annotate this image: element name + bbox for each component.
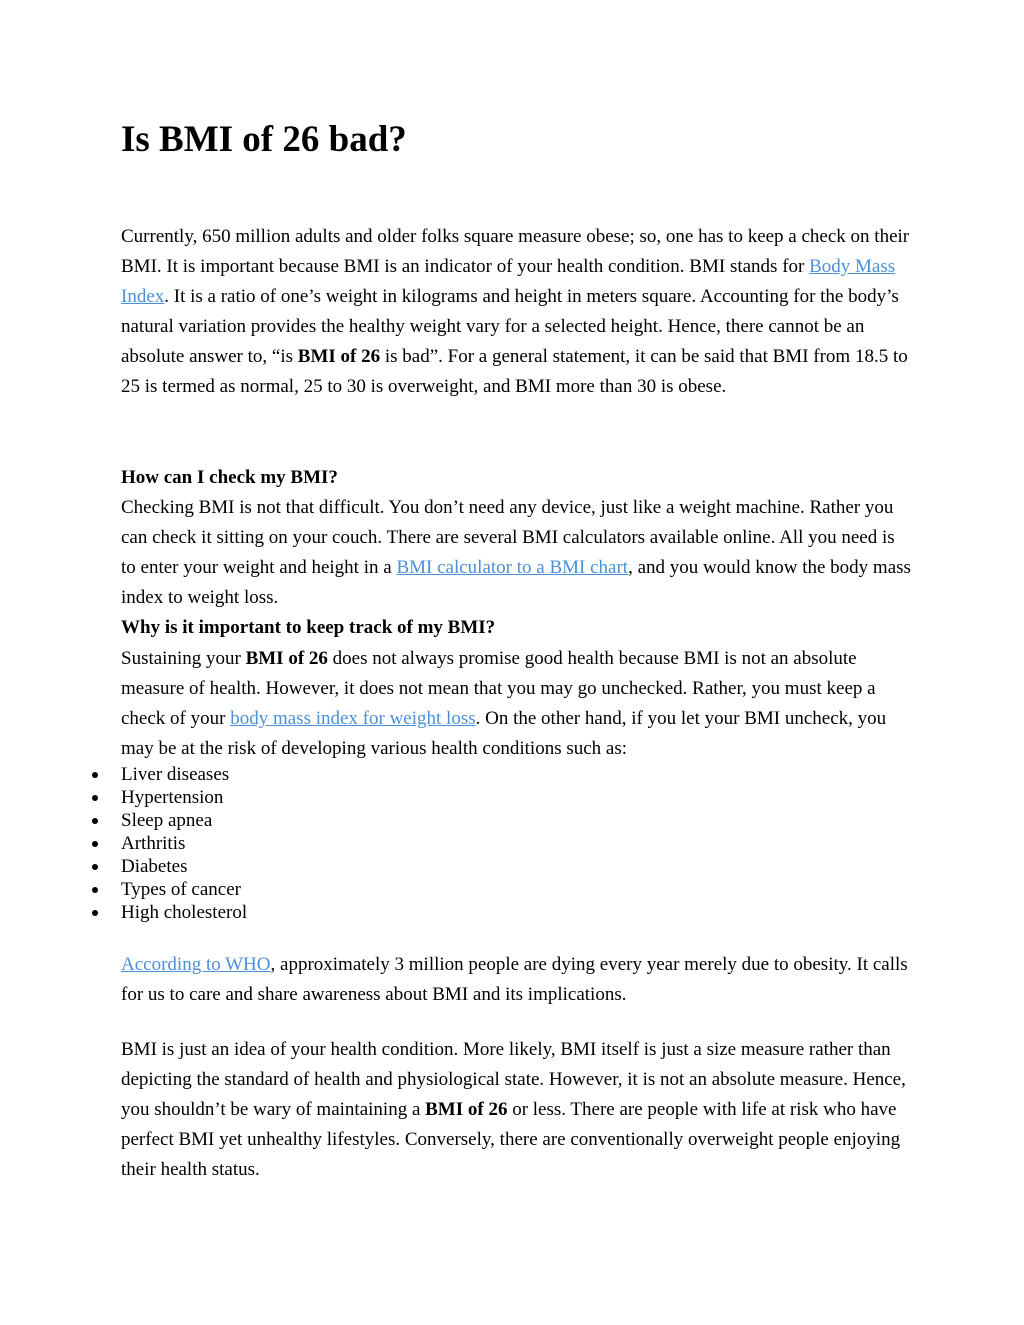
who-paragraph <box>121 950 911 1010</box>
list-item: Types of cancer <box>121 878 247 901</box>
why-text-1: Sustaining your <box>121 647 246 669</box>
intro-paragraph <box>121 222 911 403</box>
list-item: Hypertension <box>121 786 247 809</box>
closing-bold-bmi: BMI of 26 <box>425 1099 508 1121</box>
who-text: , approximately 3 million people are dying every year merely due to obesity. It calls for us to care and share awareness about BMI and its implications. <box>121 954 908 1006</box>
according-to-who-link[interactable]: According to WHO <box>121 954 271 975</box>
weight-loss-link[interactable]: body mass index for weight loss <box>230 707 476 729</box>
check-text-2: , and you would know the body mass index to weight loss. <box>121 557 911 609</box>
closing-paragraph <box>121 1035 911 1185</box>
check-paragraph <box>121 493 911 613</box>
conditions-list <box>121 763 247 924</box>
intro-bold-bmi: BMI of 26 <box>297 346 381 368</box>
why-heading: Why is it important to keep track of my BMI? <box>121 617 496 639</box>
why-paragraph <box>121 644 911 764</box>
list-item: Diabetes <box>121 855 247 878</box>
check-heading: How can I check my BMI? <box>121 467 338 488</box>
list-item: High cholesterol <box>121 902 248 923</box>
why-bold-bmi: BMI of 26 <box>245 647 328 669</box>
intro-text-3: is bad”. For a general statement, it can be said that BMI from 18.5 to 25 is termed as normal, 25 to 30 is overweight, and BMI more than 30 is obese. <box>121 346 908 398</box>
list-item: Sleep apnea <box>121 809 247 832</box>
why-text-2: does not always promise good health because BMI is not an absolute measure of health. However, it does not mean that you may go unchecked. Rather, you must keep a check of your <box>121 647 876 729</box>
closing-text-2: or less. There are people with life at risk who have perfect BMI yet unhealthy lifestyles. Conversely, there are conventionally overweight people enjoying their health status. <box>121 1099 901 1181</box>
why-text-3: . On the other hand, if you let your BMI uncheck, you may be at the risk of developing various health conditions such as: <box>121 707 887 759</box>
intro-text-1: Currently, 650 million adults and older folks square measure obese; so, one has to keep a check on their BMI. It is important because BMI is an indicator of your health condition. BMI stands for <box>121 226 910 278</box>
list-item: Liver diseases <box>121 763 247 786</box>
check-text-1: Checking BMI is not that difficult. You don’t need any device, just like a weight machine. Rather you can check it sitting on your couch. There are several BMI calculators available online. All you need is to enter your weight and height in a <box>121 497 895 579</box>
body-mass-index-link[interactable]: Body Mass Index <box>121 256 896 308</box>
check-section <box>121 463 911 764</box>
intro-text-2: . It is a ratio of one’s weight in kilograms and height in meters square. Accounting for the body’s natural variation provides the healthy weight vary for a selected height. Hence, there cannot be an absolute answer to, “is <box>121 286 899 368</box>
page-title: Is BMI of 26 bad? <box>121 119 407 160</box>
list-item: Arthritis <box>121 832 247 855</box>
bmi-calculator-link[interactable]: BMI calculator to a BMI chart <box>396 557 629 579</box>
closing-text-1: BMI is just an idea of your health condition. More likely, BMI itself is just a size measure rather than depicting the standard of health and physiological state. However, it is not an absolute measure. Hence, you shouldn’t be wary of maintaining a <box>121 1039 906 1121</box>
